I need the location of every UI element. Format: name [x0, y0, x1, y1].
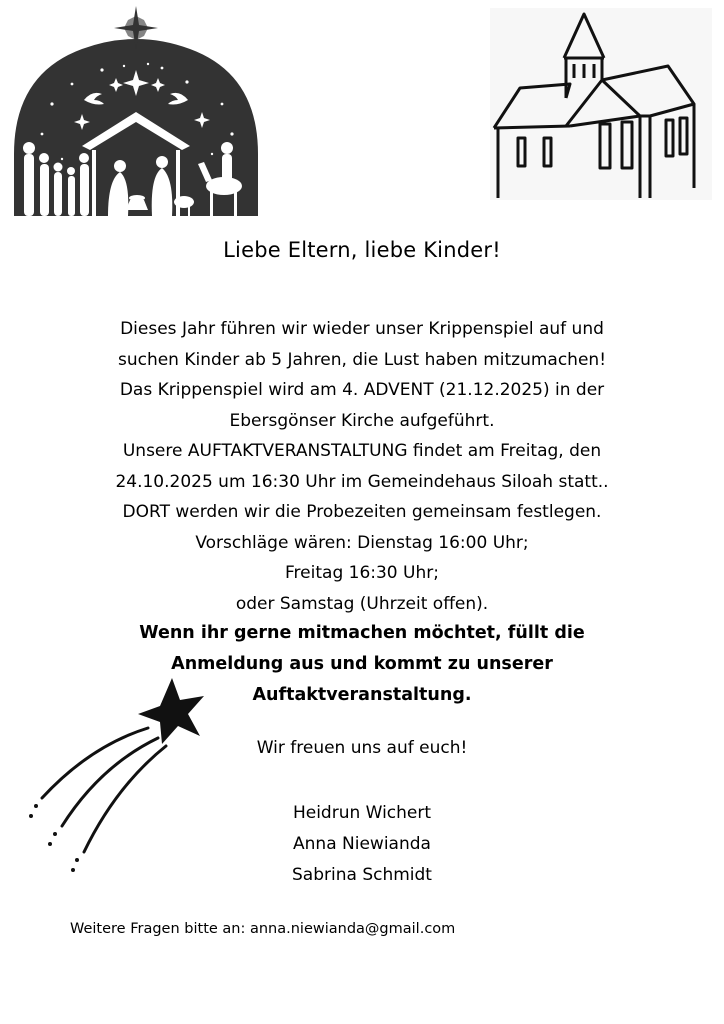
- signature-name: Heidrun Wichert: [292, 803, 432, 823]
- contact-email[interactable]: anna.niewianda@gmail.com: [249, 921, 456, 937]
- body-text: [40, 314, 684, 619]
- body-line: suchen Kinder ab 5 Jahren, die Lust haben mitzumachen!: [117, 349, 607, 370]
- church-icon: [490, 8, 712, 200]
- signatures: [0, 798, 724, 891]
- nativity-scene-icon: [12, 4, 260, 218]
- body-line: Ebersgönser Kirche aufgeführt.: [229, 410, 495, 431]
- body-line: 24.10.2025 um 16:30 Uhr im Gemeindehaus Siloah statt..: [115, 471, 609, 492]
- signature-name: Anna Niewianda: [293, 834, 431, 854]
- cta-line: Wenn ihr gerne mitmachen möchtet, füllt die: [139, 623, 585, 643]
- contact-label: Weitere Fragen bitte an:: [70, 921, 246, 937]
- body-line: Unsere AUFTAKTVERANSTALTUNG findet am Freitag, den: [122, 441, 602, 461]
- body-line: Vorschläge wären: Dienstag 16:00 Uhr;: [195, 532, 529, 553]
- body-line: Freitag 16:30 Uhr;: [285, 563, 439, 583]
- body-line: Dieses Jahr führen wir wieder unser Krippenspiel auf und: [120, 319, 604, 339]
- cta-line: Auftaktveranstaltung.: [252, 685, 472, 705]
- body-line: DORT werden wir die Probezeiten gemeinsam festlegen.: [122, 502, 602, 522]
- cta-line: Anmeldung aus und kommt zu unserer: [171, 654, 553, 674]
- body-line: Das Krippenspiel wird am 4. ADVENT (21.12.2025) in der: [119, 380, 605, 400]
- greeting-heading: Liebe Eltern, liebe Kinder!: [223, 238, 501, 262]
- closing-text: Wir freuen uns auf euch!: [256, 738, 468, 758]
- body-line: oder Samstag (Uhrzeit offen).: [235, 593, 489, 614]
- contact-line: [70, 921, 455, 937]
- signature-name: Sabrina Schmidt: [292, 865, 432, 885]
